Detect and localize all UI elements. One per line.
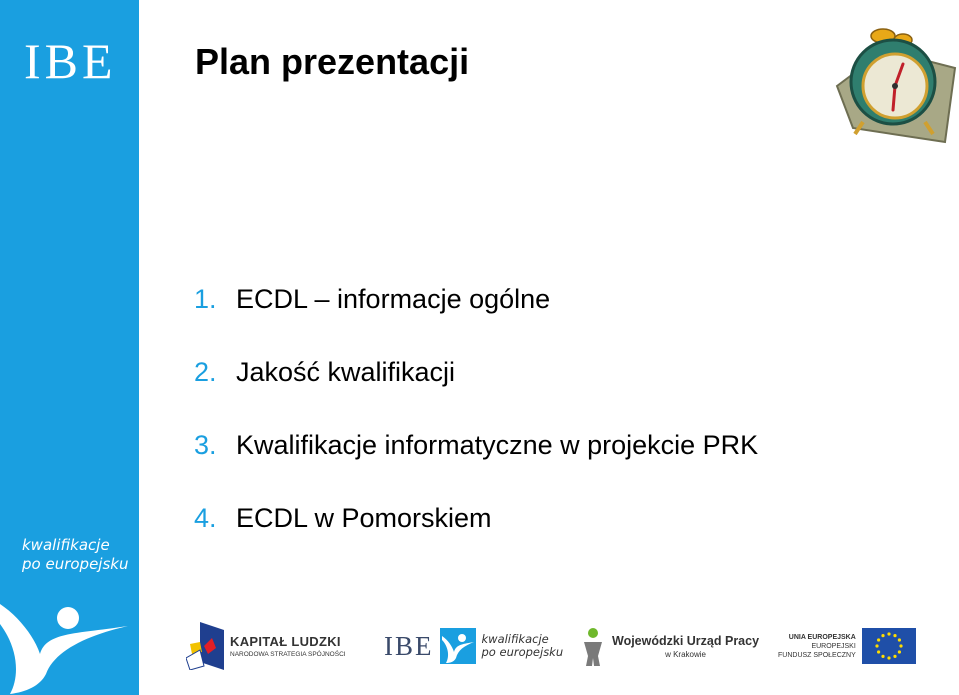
- agenda-item: [194, 429, 758, 502]
- eu-line-1: UNIA EUROPEJSKA: [788, 633, 856, 641]
- kpe-footer-text: [482, 633, 564, 659]
- agenda-item-number: 3.: [194, 430, 217, 460]
- agenda-item-text: ECDL – informacje ogólne: [236, 284, 551, 314]
- agenda-item-number: 2.: [194, 357, 217, 387]
- agenda-item-number: 4.: [194, 503, 217, 533]
- footer-logos: [186, 620, 916, 672]
- ibe-footer-logo: [384, 620, 563, 672]
- kapital-ludzki-text: [230, 634, 346, 658]
- slide-title: Plan prezentacji: [195, 41, 470, 82]
- kapital-ludzki-title: KAPITAŁ LUDZKI: [230, 634, 341, 649]
- agenda-item-text: ECDL w Pomorskiem: [236, 503, 492, 533]
- ibe-logo: IBE: [24, 33, 117, 89]
- person-figure-small-icon: [440, 628, 476, 664]
- eu-line-3: FUNDUSZ SPOŁECZNY: [778, 651, 856, 659]
- sidebar: [0, 0, 139, 695]
- ibe-figure-box: [440, 628, 476, 664]
- kpe-line-1: kwalifikacje: [481, 632, 549, 646]
- kapital-ludzki-logo: [186, 620, 346, 672]
- eu-logo: [778, 620, 916, 672]
- alarm-clock-icon: [833, 24, 957, 146]
- agenda-list: [194, 283, 758, 575]
- wup-subtitle: w Krakowie: [665, 649, 706, 659]
- agenda-item-text: Kwalifikacje informatyczne w projekcie PRK: [236, 430, 759, 460]
- eu-text: [778, 633, 856, 660]
- eu-line-2: EUROPEJSKI: [811, 642, 856, 650]
- agenda-item: [194, 356, 758, 429]
- ibe-footer-text: IBE: [384, 630, 434, 661]
- wup-text: [612, 634, 759, 659]
- agenda-item: [194, 283, 758, 356]
- kapital-ludzki-subtitle: NARODOWA STRATEGIA SPÓJNOŚCI: [230, 651, 346, 658]
- agenda-item-number: 1.: [194, 284, 217, 314]
- wup-logo: [580, 620, 759, 672]
- tagline: [22, 536, 128, 574]
- wup-figure-icon: [580, 626, 606, 666]
- kpe-line-2: po europejsku: [481, 645, 564, 659]
- tagline-line-1: kwalifikacje: [22, 536, 110, 554]
- eu-flag-icon: [862, 628, 916, 664]
- tagline-line-2: po europejsku: [22, 555, 129, 573]
- agenda-item: [194, 502, 758, 575]
- person-figure-icon: [0, 590, 139, 695]
- agenda-item-text: Jakość kwalifikacji: [236, 357, 456, 387]
- wup-title: Wojewódzki Urząd Pracy: [612, 633, 760, 648]
- kapital-ludzki-icon: [186, 622, 224, 670]
